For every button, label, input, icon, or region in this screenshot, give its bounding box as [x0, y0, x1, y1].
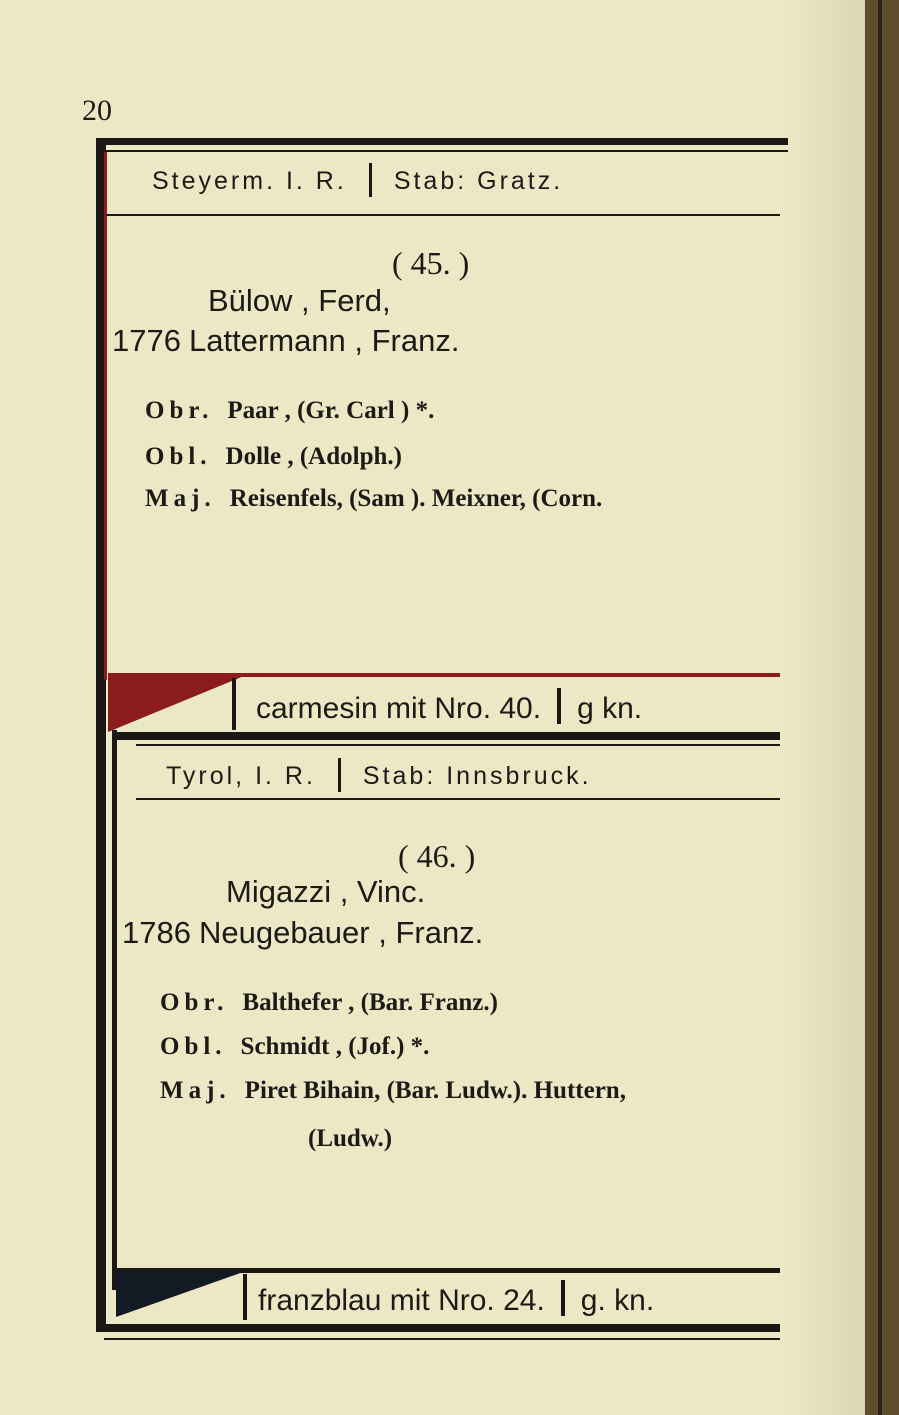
regiment-name: Tyrol, I. R. [166, 762, 316, 790]
left-frame-inner-rule [112, 730, 117, 1290]
staff-location: Stab: Gratz. [393, 167, 564, 195]
entry-header [166, 758, 592, 792]
officer-rank: Obl. [160, 1033, 227, 1060]
regiment-number: ( 45. ) [392, 245, 470, 281]
officer-rank: Obr. [160, 989, 229, 1016]
swatch-divider [232, 678, 236, 730]
button-color-text: g kn. [577, 692, 643, 725]
red-margin-line [104, 150, 107, 680]
regiment-name: Steyerm. I. R. [152, 167, 347, 195]
officer-rank: Maj. [145, 485, 216, 512]
officer-row [160, 989, 498, 1017]
top-rule [96, 138, 788, 145]
officer-row [160, 1033, 429, 1061]
page-number: 20 [82, 94, 112, 127]
regiment-number: ( 46. ) [398, 838, 476, 874]
officer-name: Piret Bihain, (Bar. Ludw.). Huttern, [244, 1077, 626, 1104]
year: 1776 [112, 323, 181, 358]
proprietor-name: Migazzi , Vinc. [226, 874, 426, 909]
officer-row [145, 443, 402, 471]
officer-name: Schmidt , (Jof.) *. [240, 1033, 430, 1060]
officer-rank: Obr. [145, 397, 214, 424]
commander-name: 1786 Neugebauer , Franz. [122, 915, 484, 950]
footer-divider [557, 688, 561, 724]
year: 1786 [122, 915, 191, 950]
bottom-rule [96, 1324, 780, 1332]
entry-header [152, 163, 563, 197]
facing-color-text: franzblau mit Nro. 24. [258, 1284, 545, 1317]
officer-name: Balthefer , (Bar. Franz.) [242, 989, 498, 1016]
officer-row [160, 1077, 626, 1105]
officer-row [145, 397, 434, 425]
proprietor-name: Bülow , Ferd, [208, 283, 391, 318]
facing-color-row [258, 1280, 654, 1318]
officer-rank: Maj. [160, 1077, 231, 1104]
page-gutter-shadow [785, 0, 865, 1415]
officer-name: Dolle , (Adolph.) [225, 443, 402, 470]
header-rule [136, 798, 780, 800]
button-color-text: g. kn. [580, 1284, 655, 1317]
officer-rank: Obl. [145, 443, 212, 470]
officer-continuation: (Ludw.) [308, 1125, 393, 1152]
adjacent-page-edge [865, 0, 899, 1415]
bottom-rule-thin [104, 1338, 780, 1340]
officer-name: Paar , (Gr. Carl ) *. [227, 397, 435, 424]
header-divider [338, 758, 341, 792]
adjacent-page-rule [878, 0, 882, 1415]
facing-color-row [256, 688, 642, 726]
header-divider [369, 163, 372, 197]
header-rule [106, 214, 780, 216]
footer-divider [561, 1280, 565, 1316]
staff-location: Stab: Innsbruck. [362, 762, 592, 790]
commander-name: 1776 Lattermann , Franz. [112, 323, 460, 358]
entry-divider-rule-thin [136, 744, 780, 746]
facing-color-text: carmesin mit Nro. 40. [256, 692, 542, 725]
entry-divider-rule [116, 732, 780, 740]
top-rule-thin [104, 150, 788, 152]
officer-name: Reisenfels, (Sam ). Meixner, (Corn. [229, 485, 603, 512]
swatch-divider [243, 1274, 247, 1320]
officer-row [145, 485, 602, 513]
